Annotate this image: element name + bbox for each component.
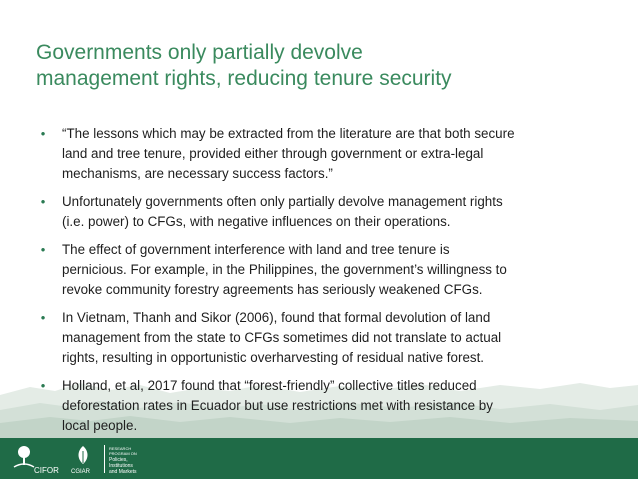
- bullet-line: Holland, et al, 2017 found that “forest-friendly” collective titles reduced: [62, 378, 477, 393]
- bullet-line: (i.e. power) to CFGs, with negative influences on their operations.: [62, 214, 451, 229]
- bullet-item: [36, 308, 596, 368]
- cifor-logo-text: CIFOR: [34, 466, 59, 475]
- pim-logo-line: and Markets: [109, 469, 137, 475]
- title-line: Governments only partially devolve: [36, 41, 363, 64]
- tree-crown-icon: [18, 446, 30, 458]
- bullet-item: [36, 376, 596, 436]
- bullet-icon: •: [40, 126, 46, 141]
- bullet-icon: •: [40, 242, 46, 257]
- bullet-item: [36, 124, 596, 184]
- bullet-line: local people.: [62, 418, 138, 433]
- bullet-line: mechanisms, are necessary success factors.”: [62, 166, 333, 181]
- bullet-list: [36, 124, 596, 444]
- bullet-line: In Vietnam, Thanh and Sikor (2006), found that formal devolution of land: [62, 310, 491, 325]
- bullet-line: management from the state to CFGs sometimes did not translate to actual: [62, 330, 502, 345]
- bullet-line: land and tree tenure, provided either through government or extra-legal: [62, 146, 484, 161]
- bullet-line: The effect of government interference with land and tree tenure is: [62, 242, 450, 257]
- slide-title: [36, 40, 616, 92]
- bullet-line: pernicious. For example, in the Philippines, the government’s willingness to: [62, 262, 507, 277]
- cifor-logo: [10, 443, 62, 475]
- pim-logo-line: Institutions: [109, 463, 133, 469]
- bullet-line: rights, resulting in opportunistic overharvesting of residual native forest.: [62, 350, 485, 365]
- bullet-item: [36, 240, 596, 300]
- bullet-icon: •: [40, 310, 46, 325]
- bullet-line: Unfortunately governments often only partially devolve management rights: [62, 194, 503, 209]
- pim-logo: [104, 443, 164, 475]
- cgiar-logo: [68, 443, 98, 475]
- bullet-item: [36, 192, 596, 232]
- bullet-line: revoke community forestry agreements has seriously weakened CFGs.: [62, 282, 483, 297]
- title-line: management rights, reducing tenure security: [36, 67, 452, 90]
- cgiar-logo-text: CGIAR: [71, 469, 91, 475]
- pim-logo-line: Policies,: [109, 457, 128, 463]
- pim-logo-line: PROGRAM ON: [109, 451, 137, 456]
- bullet-line: “The lessons which may be extracted from the literature are that both secure: [62, 126, 515, 141]
- pim-logo-line: RESEARCH: [109, 446, 132, 451]
- bullet-icon: •: [40, 378, 46, 393]
- bullet-line: deforestation rates in Ecuador but use restrictions met with resistance by: [62, 398, 493, 413]
- bullet-icon: •: [40, 194, 46, 209]
